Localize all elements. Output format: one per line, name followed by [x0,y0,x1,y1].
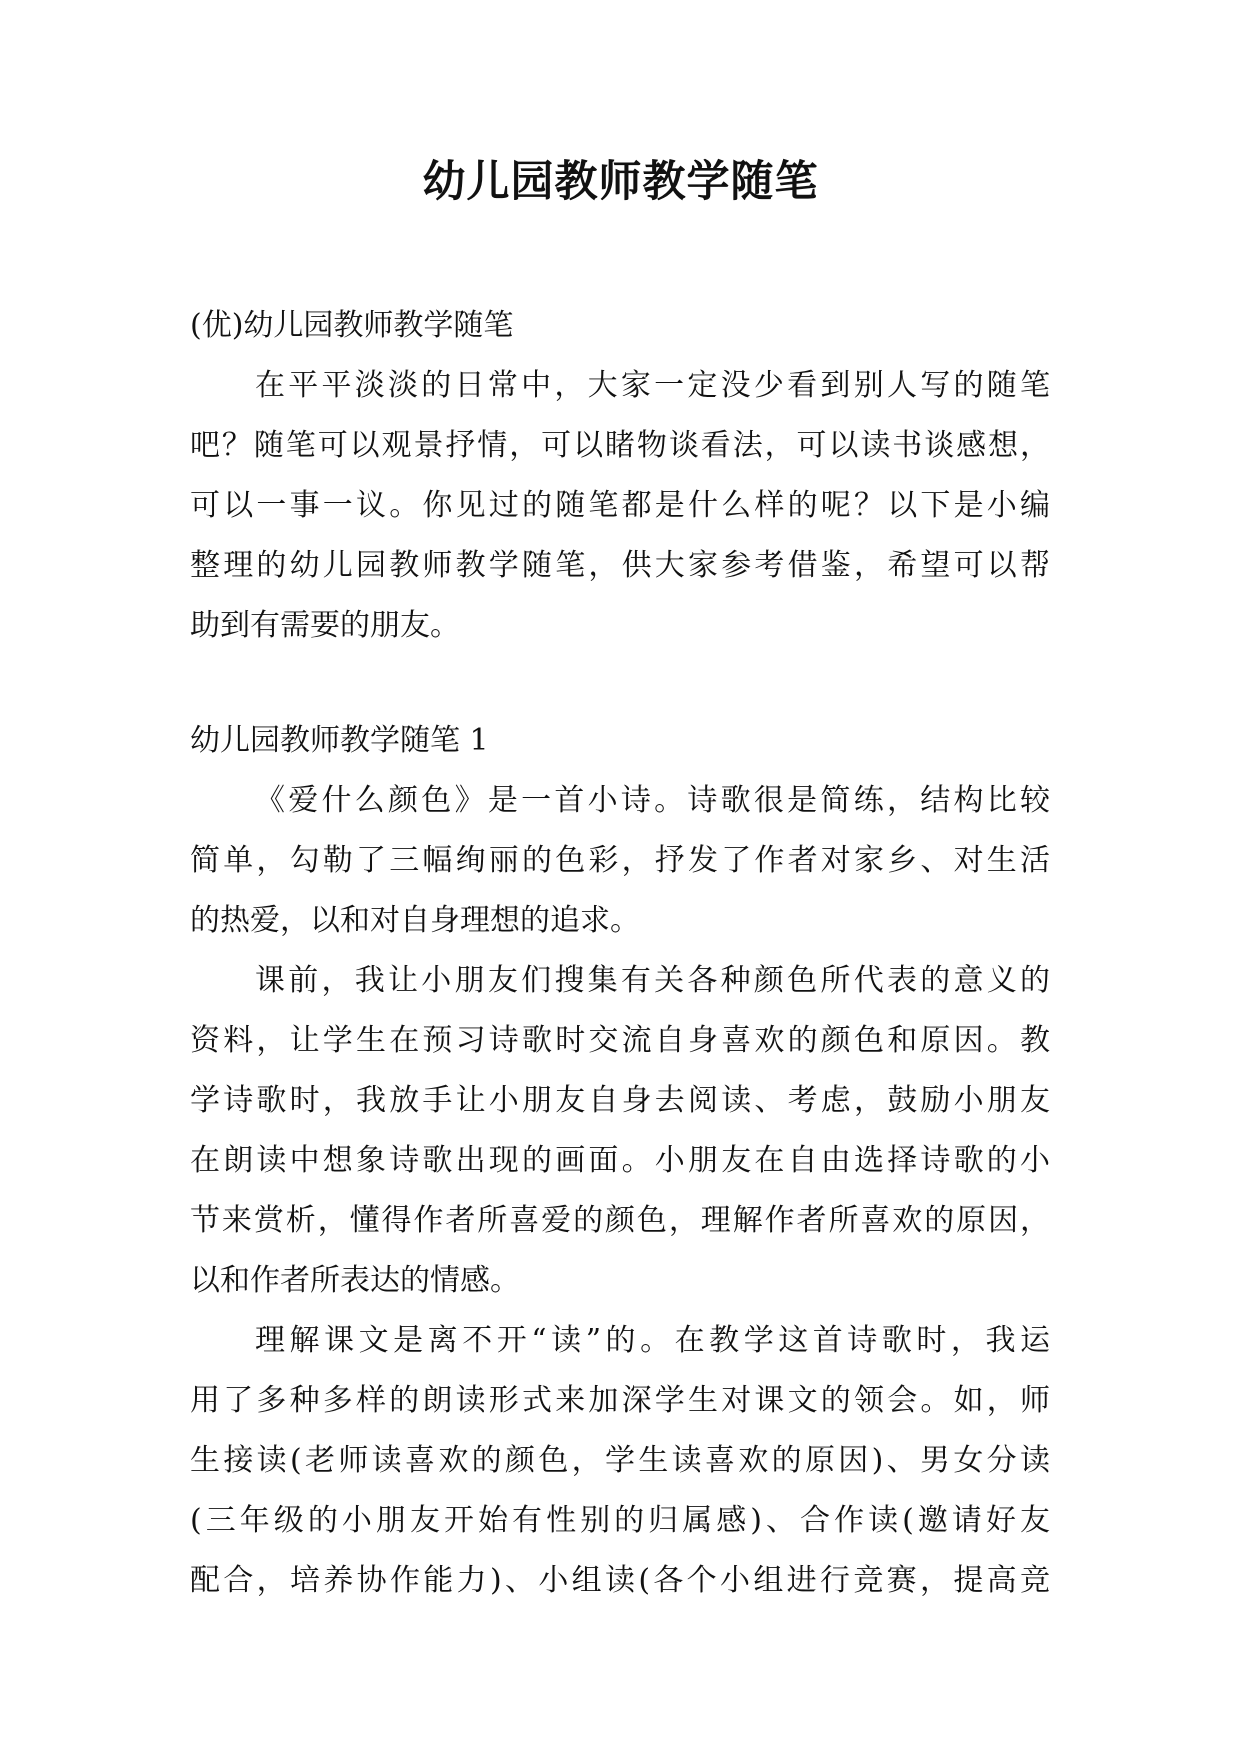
paragraph-3 [190,1311,1050,1611]
intro-line: 在平平淡淡的日常中，大家一定没少看到别人写的随笔 [255,368,1050,403]
section-heading: 幼儿园教师教学随笔 1 [190,723,489,758]
paragraph-line: 生接读(老师读喜欢的颜色，学生读喜欢的原因)、男女分读 [190,1443,1050,1478]
paragraph-line: 在朗读中想象诗歌出现的画面。小朋友在自由选择诗歌的小 [190,1143,1050,1178]
subtitle: (优)幼儿园教师教学随笔 [190,308,514,343]
intro-line: 吧？随笔可以观景抒情，可以睹物谈看法，可以读书谈感想， [190,428,1050,463]
paragraph-line: 的热爱，以和对自身理想的追求。 [190,903,640,938]
intro-line: 可以一事一议。你见过的随笔都是什么样的呢？以下是小编 [190,488,1050,523]
intro-paragraph [190,356,1050,656]
intro-line: 助到有需要的朋友。 [190,608,460,643]
paragraph-line: 理解课文是离不开“读”的。在教学这首诗歌时，我运 [255,1323,1050,1358]
document-title: 幼儿园教师教学随笔 [422,157,819,207]
paragraph-line: 《爱什么颜色》是一首小诗。诗歌很是简练，结构比较 [255,783,1050,818]
paragraph-line: 学诗歌时，我放手让小朋友自身去阅读、考虑，鼓励小朋友 [190,1083,1050,1118]
paragraph-1 [190,771,1050,951]
document-body [190,296,1050,1611]
paragraph-line: 资料，让学生在预习诗歌时交流自身喜欢的颜色和原因。教 [190,1023,1050,1058]
paragraph-line: 以和作者所表达的情感。 [190,1263,520,1298]
section-gap [190,656,1050,711]
paragraph-line: 简单，勾勒了三幅绚丽的色彩，抒发了作者对家乡、对生活 [190,843,1050,878]
paragraph-line: 配合，培养协作能力)、小组读(各个小组进行竞赛，提高竞 [190,1563,1050,1598]
paragraph-2 [190,951,1050,1311]
paragraph-line: 课前，我让小朋友们搜集有关各种颜色所代表的意义的 [255,963,1050,998]
intro-line: 整理的幼儿园教师教学随笔，供大家参考借鉴，希望可以帮 [190,548,1050,583]
paragraph-line: 节来赏析，懂得作者所喜爱的颜色，理解作者所喜欢的原因， [190,1203,1050,1238]
paragraph-line: 用了多种多样的朗读形式来加深学生对课文的领会。如，师 [190,1383,1050,1418]
paragraph-line: (三年级的小朋友开始有性别的归属感)、合作读(邀请好友 [190,1503,1050,1538]
